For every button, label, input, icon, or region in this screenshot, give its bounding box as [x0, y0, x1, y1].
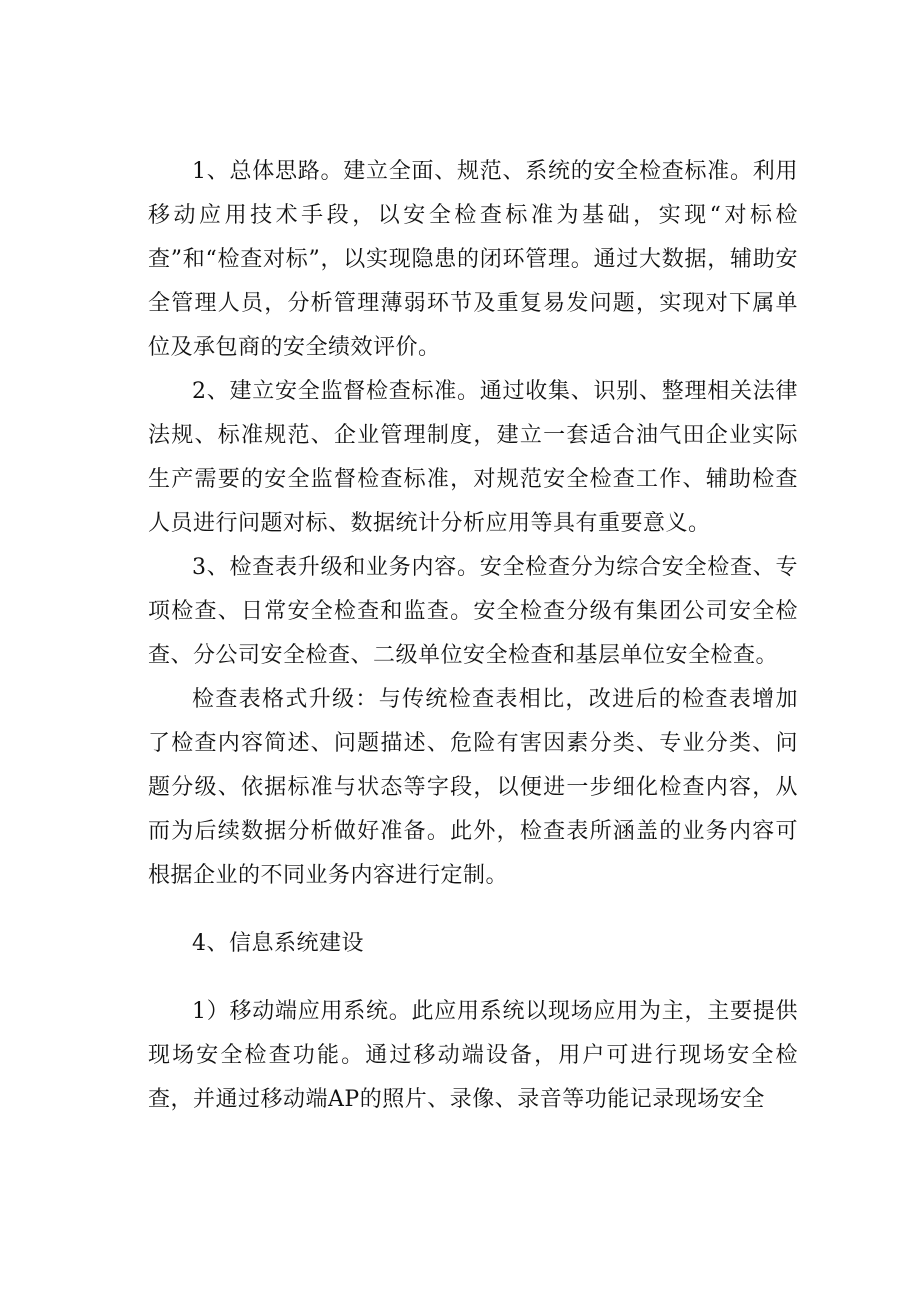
heading-information-system: 4、信息系统建设	[192, 931, 364, 956]
paragraph-mobile-app: 1）移动端应用系统。此应用系统以现场应用为主，主要提供现场安全检查功能。通过移动端设备，用户可进行现场安全检查，并通过移动端AP的照片、录像、录音等功能记录现场安全	[148, 999, 798, 1112]
document-page	[148, 150, 798, 1122]
paragraph-overall-approach: 1、总体思路。建立全面、规范、系统的安全检查标准。利用移动应用技术手段，以安全检查标准为基础，实现“对标检查”和“检查对标”，以实现隐患的闭环管理。通过大数据，辅助安全管理人员，分析管理薄弱环节及重复易发问题，实现对下属单位及承包商的安全绩效评价。	[148, 159, 798, 360]
paragraph-checklist-format: 检查表格式升级：与传统检查表相比，改进后的检查表增加了检查内容简述、问题描述、危险有害因素分类、专业分类、问题分级、依据标准与状态等字段，以便进一步细化检查内容，从而为后续数据分析做好准备。此外，检查表所涵盖的业务内容可根据企业的不同业务内容进行定制。	[148, 687, 798, 888]
paragraph-checklist-upgrade: 3、检查表升级和业务内容。安全检查分为综合安全检查、专项检查、日常安全检查和监查。安全检查分级有集团公司安全检查、分公司安全检查、二级单位安全检查和基层单位安全检查。	[148, 555, 798, 668]
paragraph-inspection-standard: 2、建立安全监督检查标准。通过收集、识别、整理相关法律法规、标准规范、企业管理制度，建立一套适合油气田企业实际生产需要的安全监督检查标准，对规范安全检查工作、辅助检查人员进行问题对标、数据统计分析应用等具有重要意义。	[148, 379, 798, 536]
